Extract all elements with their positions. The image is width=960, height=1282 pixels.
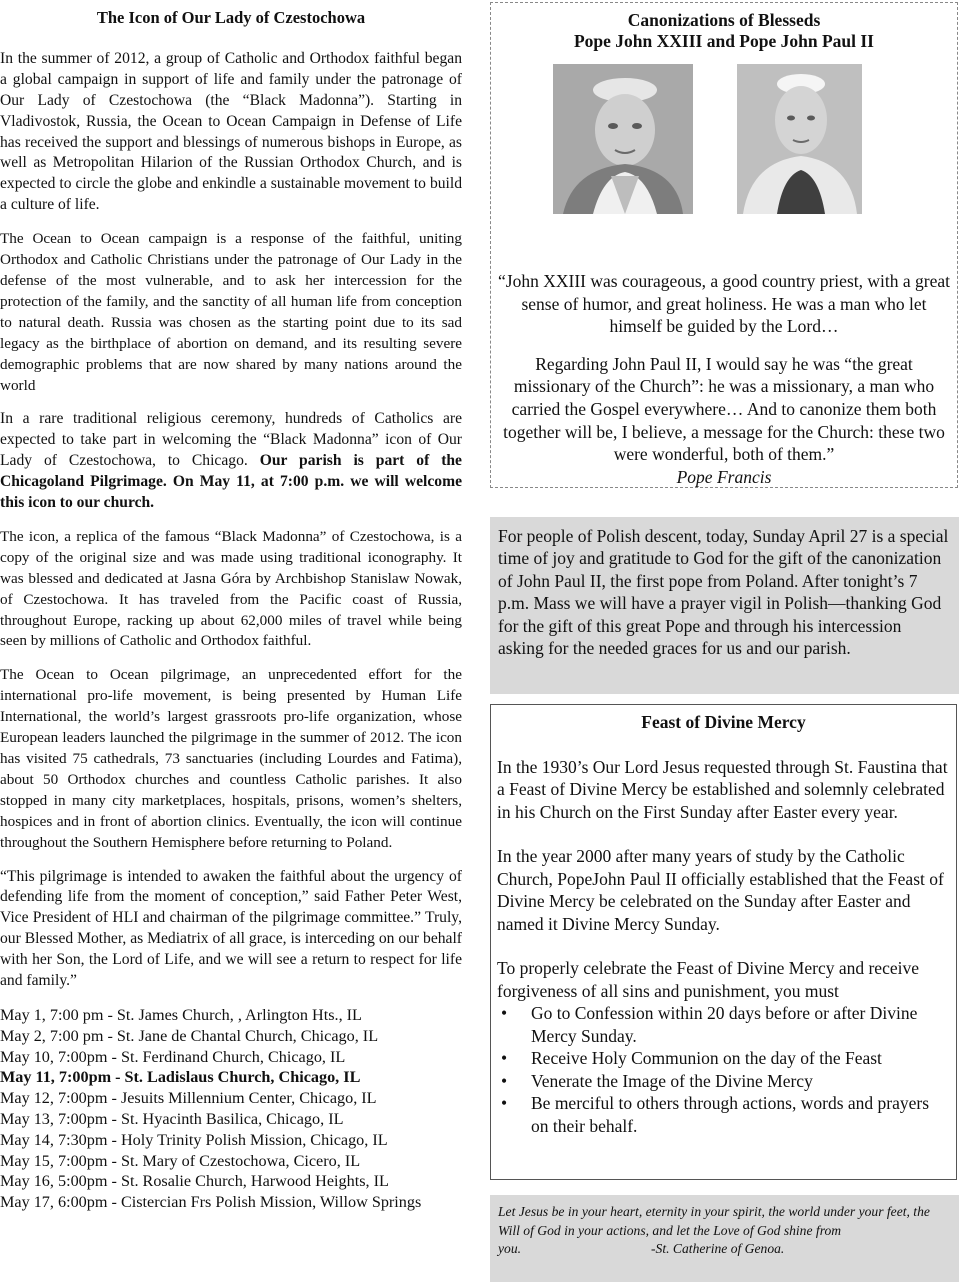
divine-mercy-requirements <box>497 1002 950 1137</box>
divine-mercy-instructions: To properly celebrate the Feast of Divine Mercy and receive forgiveness of all sins and punishment, you must <box>497 958 919 1001</box>
canonization-title <box>491 10 957 52</box>
quote-signature: Pope Francis <box>676 466 772 487</box>
schedule-item: May 13, 7:00pm - St. Hyacinth Basilica, Chicago, IL <box>0 1109 344 1128</box>
canonization-title-line2: Pope John XXIII and Pope John Paul II <box>573 31 874 51</box>
requirement-item: • Receive Holy Communion on the day of the Feast <box>531 1047 950 1070</box>
paragraph-quote: “This pilgrimage is intended to awaken the faithful about the urgency of defending life from the moment of conception,” said Father Peter West, Vice President of HLI and chairman of the pilgrimage committee.” Truly, our Blessed Mother, as Mediatrix of all grace, is interceding on our behalf with her Son, the Lord of Life, and we will see a return to respect for life and family.” <box>0 867 462 990</box>
quote-john-paul-ii-text: Regarding John Paul II, I would say he was “the great missionary of the Church”: he was a missionary, a man who carried the Gospel everywhere… And to canonize them both together will be, I believe, a message for the Church: these two were wonderful, both of them.” <box>503 353 945 465</box>
schedule-item: May 15, 7:00pm - St. Mary of Czestochowa, Cicero, IL <box>0 1151 361 1170</box>
closing-quote-box <box>490 1195 959 1282</box>
paragraph-pilgrimage: The Ocean to Ocean pilgrimage, an unprecedented effort for the international pro-life movement, is being presented by Human Life International, the world’s largest grassroots pro-life organization, whose European leaders launched the pilgrimage in the summer of 2012. The icon has visited 75 cathedrals, 73 sanctuaries (including Lourdes and Fatima), about 50 Orthodox churches and countless Catholic parishes. It also stopped in many city marketplaces, hospitals, prisons, women’s shelters, hospices and in front of abortion clinics. Eventually, the icon will continue throughout the Southern Hemisphere before returning to Poland. <box>0 666 462 851</box>
portrait-john-xxiii <box>553 64 693 214</box>
left-column <box>0 0 462 1213</box>
pilgrimage-schedule <box>0 1005 462 1213</box>
schedule-item: May 16, 5:00pm - St. Rosalie Church, Harwood Heights, IL <box>0 1172 389 1191</box>
article-title: The Icon of Our Lady of Czestochowa <box>96 8 366 27</box>
schedule-item: May 1, 7:00 pm - St. James Church, , Arlington Hts., IL <box>0 1005 362 1024</box>
requirement-item: • Be merciful to others through actions, words and prayers on their behalf. <box>531 1092 950 1137</box>
schedule-item: May 14, 7:30pm - Holy Trinity Polish Mission, Chicago, IL <box>0 1130 388 1149</box>
ceremony-text: In a rare traditional religious ceremony, hundreds of Catholics are expected to take part in welcoming the “Black Madonna” icon of Our Lady of Czestochowa, to Chicago. <box>0 410 462 470</box>
paragraph-icon-replica: The icon, a replica of the famous “Black Madonna” of Czestochowa, is a copy of the original size and was made using traditional iconography. It was blessed and dedicated at Jasna Góra by Archbishop Stanislaw Nowak, of Czestochowa. It has traveled from the Pacific coast of Russia, throughout Europe, racking up about 62,000 miles of travel while being seen by millions of Catholic and Orthodox faithful. <box>0 527 462 650</box>
polish-vigil-box: For people of Polish descent, today, Sunday April 27 is a special time of joy and gratitude to God for the gift of the canonization of John Paul II, the first pope from Poland. After tonight’s 7 p.m. Mass we will have a prayer vigil in Polish—thanking God for the gift of this great Pope and through his intercession asking for the needed graces for us and our parish. <box>490 517 959 694</box>
portrait-john-paul-ii-image <box>737 64 862 214</box>
paragraph-campaign: In the summer of 2012, a group of Catholic and Orthodox faithful began a global campaign in support of life and family under the patronage of Our Lady of Czestochowa (the “Black Madonna”). Starting in Vladivostok, Russia, the Ocean to Ocean Campaign in Defense of Life has received the support and blessings of numerous bishops in Europe, as well as Metropolitan Hilarion of the Russian Orthodox Church, and is expected to circle the globe and enkindle a sustainable movement to build a culture of life. <box>0 49 462 214</box>
schedule-item: May 2, 7:00 pm - St. Jane de Chantal Church, Chicago, IL <box>0 1026 379 1045</box>
requirement-item: • Go to Confession within 20 days before or after Divine Mercy Sunday. <box>531 1002 950 1047</box>
portraits <box>491 64 957 214</box>
divine-mercy-establishment: In the year 2000 after many years of study by the Catholic Church, PopeJohn Paul II officially established that the Feast of Divine Mercy be celebrated on the Sunday after Easter and named it Divine Mercy Sunday. <box>497 846 944 934</box>
quote-john-paul-ii <box>497 353 951 489</box>
paragraph-response: The Ocean to Ocean campaign is a response of the faithful, uniting Orthodox and Catholic Christians under the patronage of Our Lady in the defense of the most vulnerable, and to ask her intercession for the protection of the family, and the sanctity of all human life from conception to natural death. Russia was chosen as the starting point due to its sad legacy as the birthplace of abortion on demand, and its resulting severe demographic problems that are now shared by many nations around the world <box>0 230 462 394</box>
schedule-item-highlighted: May 11, 7:00pm - St. Ladislaus Church, Chicago, IL <box>0 1068 361 1087</box>
quote-john-xxiii: “John XXIII was courageous, a good country priest, with a great sense of humor, and great holiness. He was a man who let himself be guided by the Lord… <box>498 271 950 337</box>
requirement-item: • Venerate the Image of the Divine Mercy <box>531 1070 950 1093</box>
canonization-title-line1: Canonizations of Blesseds <box>627 10 821 30</box>
pope-francis-quote <box>491 270 957 488</box>
closing-quote-attribution: -St. Catherine of Genoa. <box>651 1241 785 1257</box>
portrait-john-paul-ii <box>737 64 862 214</box>
paragraph-ceremony <box>0 409 462 514</box>
closing-quote-text: Let Jesus be in your heart, eternity in your spirit, the world under your feet, the Will of God in your actions, and let the Love of God shine from you. <box>498 1204 930 1257</box>
schedule-item: May 12, 7:00pm - Jesuits Millennium Center, Chicago, IL <box>0 1089 377 1108</box>
canonization-box <box>490 2 958 488</box>
divine-mercy-box <box>490 704 957 1180</box>
portrait-john-xxiii-image <box>553 64 693 214</box>
schedule-item: May 10, 7:00pm - St. Ferdinand Church, Chicago, IL <box>0 1047 346 1066</box>
divine-mercy-title: Feast of Divine Mercy <box>641 712 806 732</box>
parish-announcement: Our parish is part of the Chicagoland Pilgrimage. On May 11, at 7:00 p.m. we will welcome this icon to our church. <box>0 452 462 512</box>
schedule-item: May 17, 6:00pm - Cistercian Frs Polish Mission, Willow Springs <box>0 1193 422 1212</box>
divine-mercy-history: In the 1930’s Our Lord Jesus requested through St. Faustina that a Feast of Divine Mercy be established and solemnly celebrated in his Church on the First Sunday after Easter every year. <box>497 756 948 822</box>
